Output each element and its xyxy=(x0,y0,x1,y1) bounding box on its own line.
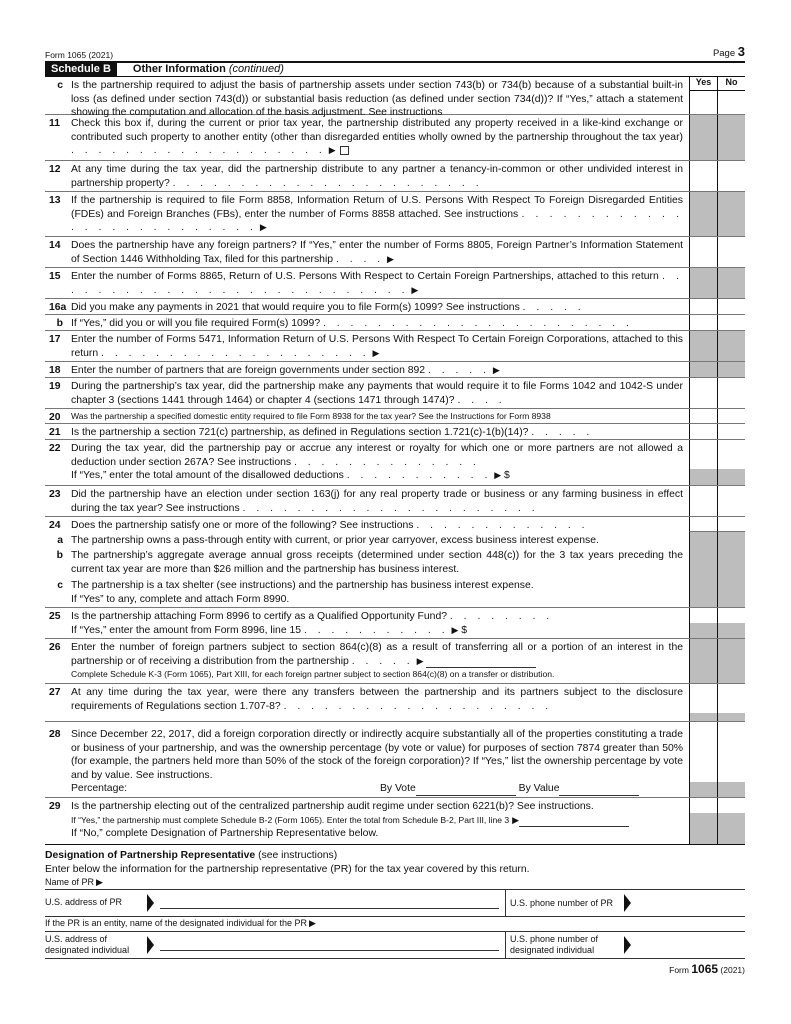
no-answer-cell[interactable] xyxy=(717,486,745,516)
yes-answer-cell[interactable] xyxy=(689,608,717,623)
form-id: Form 1065 (2021) xyxy=(45,49,114,60)
row-11 xyxy=(45,115,745,161)
yes-answer-cell[interactable] xyxy=(689,378,717,408)
line-number: c xyxy=(57,580,63,591)
question-text: Enter the number of Forms 8865, Return of U.S. Persons With Respect to Certain Foreign Partnerships, attached to this return . . . . . . . . . . . . . . . . . . . . . . . . . . . ▶ xyxy=(71,271,683,296)
row-24a xyxy=(45,532,745,547)
line-number: 21 xyxy=(49,427,61,438)
schedule-header xyxy=(45,61,745,77)
line-number: 28 xyxy=(49,729,61,740)
row-19 xyxy=(45,378,745,409)
question-text: Enter the number of foreign partners subject to section 864(c)(8) as a result of transferring all or a portion of an interest in the partnership or of receiving a distribution from the partnership . . . . . ▶ Complete Schedule K-3 (Form 1065), Part XIII, for each foreign partner subject to section 864(c)(8) on a transfer or distribution. xyxy=(71,642,683,680)
yes-answer-cell[interactable] xyxy=(689,299,717,314)
question-text: Check this box if, during the current or prior tax year, the partnership distributed any property received in a like-kind exchange or contributed such property to another entity (other than disregarded entities wholly owned by the partnership throughout the tax year) . . . . . . . . . . . . . . . . . . . ▶ xyxy=(71,118,683,157)
row-14 xyxy=(45,237,745,268)
yes-answer-cell[interactable] xyxy=(689,424,717,439)
question-text: During the tax year, did the partnership pay or accrue any interest or royalty for which one or more partners are not allowed a deduction under section 267A? See instructions . . . . . . . . . . . . . . If “Yes,” enter the total amount of the disallowed deductions . . . . . . . . . . . ▶ $ xyxy=(71,443,683,482)
line-number: 29 xyxy=(49,801,61,812)
no-answer-cell[interactable] xyxy=(717,684,745,713)
question-text: The partnership is a tax shelter (see instructions) and the partnership has business interest expense. If “Yes” to any, complete and attach Form 8990. xyxy=(71,580,534,605)
line-number: 13 xyxy=(49,195,61,206)
no-answer-cell[interactable] xyxy=(717,237,745,267)
line-number: b xyxy=(56,550,63,561)
no-answer-cell[interactable] xyxy=(717,798,745,813)
no-answer-cell[interactable] xyxy=(717,161,745,191)
no-answer-cell[interactable] xyxy=(717,517,745,532)
row-24 xyxy=(45,517,745,532)
row-13 xyxy=(45,192,745,237)
line-number: 12 xyxy=(49,164,61,175)
page-footer: Form 1065 (2021) xyxy=(669,962,745,977)
no-header: No xyxy=(717,77,745,91)
yes-answer-cell[interactable] xyxy=(689,91,717,114)
question-rows xyxy=(45,77,745,845)
line-number: 27 xyxy=(49,687,61,698)
line-number: 23 xyxy=(49,489,61,500)
row-26 xyxy=(45,639,745,684)
yes-answer-cell[interactable] xyxy=(689,237,717,267)
yes-answer-cell[interactable] xyxy=(689,684,717,713)
row-15 xyxy=(45,268,745,299)
yes-answer-cell[interactable] xyxy=(689,409,717,423)
row-24c xyxy=(45,577,745,608)
line-number: 19 xyxy=(49,381,61,392)
entity-row: If the PR is an entity, name of the designated individual for the PR ▶ xyxy=(45,917,745,932)
us-address-pr-row: U.S. address of PR U.S. phone number of PR xyxy=(45,890,745,917)
yes-answer-cell[interactable] xyxy=(689,315,717,330)
line-number: 14 xyxy=(49,240,61,251)
row-16b xyxy=(45,315,745,331)
no-answer-cell[interactable] xyxy=(717,91,745,114)
by-value-field[interactable] xyxy=(559,786,639,796)
line-number: 24 xyxy=(49,520,61,531)
question-text: Enter the number of partners that are foreign governments under section 892 . . . . . ▶ xyxy=(71,365,500,376)
row-25 xyxy=(45,608,745,639)
form-page xyxy=(45,44,745,978)
no-answer-cell[interactable] xyxy=(717,440,745,469)
question-text: If the partnership is required to file Form 8858, Information Return of U.S. Persons With Respect To Foreign Disregarded Entities (FDEs) and Foreign Branches (FBs), enter the number of Forms 8858 attached. See instructions . . . . . . . . . . . . . . . . . . . . . . . . . . ▶ xyxy=(71,195,683,234)
pr-designation-title: Designation of Partnership Representative (see instructions) xyxy=(45,850,338,861)
line-number: 17 xyxy=(49,334,61,345)
line-number: b xyxy=(56,318,63,329)
yes-answer-cell[interactable] xyxy=(689,440,717,469)
no-answer-cell[interactable] xyxy=(717,409,745,423)
question-text: Is the partnership electing out of the centralized partnership audit regime under section 6221(b)? See instructions. If “Yes,” the partnership must complete Schedule B-2 (Form 1065). Enter the total from Schedule B-2, Part III, line 3 ▶ If “No,” complete Designation of Partnership Representative below. xyxy=(69,798,689,844)
row-29 xyxy=(45,798,745,844)
question-text: Did you make any payments in 2021 that would require you to file Form(s) 1099? See instructions . . . . . xyxy=(71,302,585,313)
line-number: 22 xyxy=(49,443,61,454)
schedule-title: Other Information (continued) xyxy=(132,63,284,76)
question-text: At any time during the tax year, were there any transfers between the partnership and its partners subject to the disclosure requirements of Regulations section 1.707-8? . . . . . . . . . . . . . . . . . . . . xyxy=(71,687,683,712)
question-text: Does the partnership satisfy one or more of the following? See instructions . . . . . . . . . . . . . xyxy=(71,520,589,531)
yes-no-cells xyxy=(689,77,745,114)
line-number: 26 xyxy=(49,642,61,653)
row-27 xyxy=(45,684,745,722)
question-text: The partnership’s aggregate average annual gross receipts (determined under section 448(c)) for the 3 tax years preceding the current tax year are more than $26 million and the partnership has business interest. xyxy=(71,550,683,575)
line-number: c xyxy=(57,80,63,91)
no-answer-cell[interactable] xyxy=(717,315,745,330)
yes-answer-cell[interactable] xyxy=(689,486,717,516)
row-16a xyxy=(45,299,745,315)
row-12 xyxy=(45,161,745,192)
by-vote-field[interactable] xyxy=(416,786,516,796)
row-24b xyxy=(45,547,745,577)
line-number: 15 xyxy=(49,271,61,282)
yes-answer-cell[interactable] xyxy=(689,161,717,191)
yes-header: Yes xyxy=(689,77,717,91)
name-pr-row: Name of PR ▶ xyxy=(45,876,745,890)
no-answer-cell[interactable] xyxy=(717,608,745,623)
row-18 xyxy=(45,362,745,378)
no-answer-cell[interactable] xyxy=(717,299,745,314)
row-c xyxy=(45,77,745,119)
no-answer-cell[interactable] xyxy=(717,378,745,408)
yes-answer-cell[interactable] xyxy=(689,798,717,813)
page-number: Page 3 xyxy=(712,44,745,60)
yes-answer-cell[interactable] xyxy=(689,722,717,782)
question-text: Since December 22, 2017, did a foreign corporation directly or indirectly acquire substantially all of the properties constituting a trade or business of your partnership, and was the ownership percentage (by vote or value) for purposes of section 7874 greater than 50% (for example, the partners held more than 50% of the stock of the foreign corporation)? If “Yes,” list the ownership percentage by vote and by value. See instructions. Percentage: By Vote By Value xyxy=(71,729,683,795)
schedule-b2-total-field[interactable] xyxy=(519,817,629,827)
question-text: Is the partnership required to adjust the basis of partnership assets under section 743(b) or 734(b) because of a substantial built-in loss (as defined under section 743(d)) or substantial basis reduction (as defined under section 734(d))? If “Yes,” attach a statement showing the computation and allocation of the basis adjustment. See instructions xyxy=(71,80,683,119)
row-22 xyxy=(45,440,745,486)
row-21 xyxy=(45,424,745,440)
line-number: 18 xyxy=(49,365,61,376)
us-address-pr-field[interactable] xyxy=(160,897,499,909)
no-answer-cell[interactable] xyxy=(717,424,745,439)
line-number: 11 xyxy=(49,118,60,129)
line-number: a xyxy=(57,535,63,546)
schedule-badge: Schedule B xyxy=(45,63,117,76)
foreign-partners-field[interactable] xyxy=(426,658,536,668)
line-number: 20 xyxy=(49,412,61,423)
yes-answer-cell[interactable] xyxy=(689,517,717,532)
pr-intro: Enter below the information for the partnership representative (PR) for the tax year covered by this return. xyxy=(45,863,530,875)
question-text: At any time during the tax year, did the partnership distribute to any partner a tenancy-in-common or other undivided interest in partnership property? . . . . . . . . . . . . . . . . . . . . . . . xyxy=(71,164,683,189)
row-20 xyxy=(45,409,745,424)
page-header xyxy=(45,44,745,61)
pr-designation xyxy=(45,849,745,959)
line-number: 25 xyxy=(49,611,61,622)
row-17 xyxy=(45,331,745,362)
question-text: Did the partnership have an election under section 163(j) for any real property trade or business or any farming business in effect during the tax year? See instructions . . . . . . . . . . . . . . . . . . . . . . xyxy=(71,489,683,514)
question-text: Was the partnership a specified domestic entity required to file Form 8938 for the tax year? See the Instructions for Form 8938 xyxy=(71,411,551,421)
question-text: During the partnership’s tax year, did the partnership make any payments that would require it to file Forms 1042 and 1042-S under chapter 3 (sections 1441 through 1464) or chapter 4 (sections 1471 through 1474)? . . . . xyxy=(71,381,683,406)
question-text: The partnership owns a pass-through entity with current, or prior year carryover, excess business interest expense. xyxy=(71,535,599,546)
question-text: Is the partnership attaching Form 8996 to certify as a Qualified Opportunity Fund? . . . . . . . . If “Yes,” enter the amount from Form 8996, line 15 . . . . . . . . . . . ▶ $ xyxy=(71,611,554,636)
question-text: Enter the number of Forms 5471, Information Return of U.S. Persons With Respect To Certain Foreign Corporations, attached to this return . . . . . . . . . . . . . . . . . . . . ▶ xyxy=(71,334,683,359)
question-text: Does the partnership have any foreign partners? If “Yes,” enter the number of Forms 8805, Foreign Partner’s Information Statement of Section 1446 Withholding Tax, filed for this partnership . . . . ▶ xyxy=(71,240,683,265)
us-address-individual-field[interactable] xyxy=(160,939,499,951)
no-answer-cell[interactable] xyxy=(717,722,745,782)
question-text: Is the partnership a section 721(c) partnership, as defined in Regulations section 1.721(c)-1(b)(14)? . . . . . xyxy=(71,427,594,438)
line-number: 16a xyxy=(49,302,67,313)
like-kind-checkbox[interactable] xyxy=(340,146,349,155)
question-text: If “Yes,” did you or will you file required Form(s) 1099? . . . . . . . . . . . . . . . . . . . . . . . xyxy=(71,318,633,329)
row-23 xyxy=(45,486,745,517)
row-28 xyxy=(45,722,745,798)
us-address-individual-row: U.S. address of designated individual U.S. phone number of designated individual xyxy=(45,932,745,959)
